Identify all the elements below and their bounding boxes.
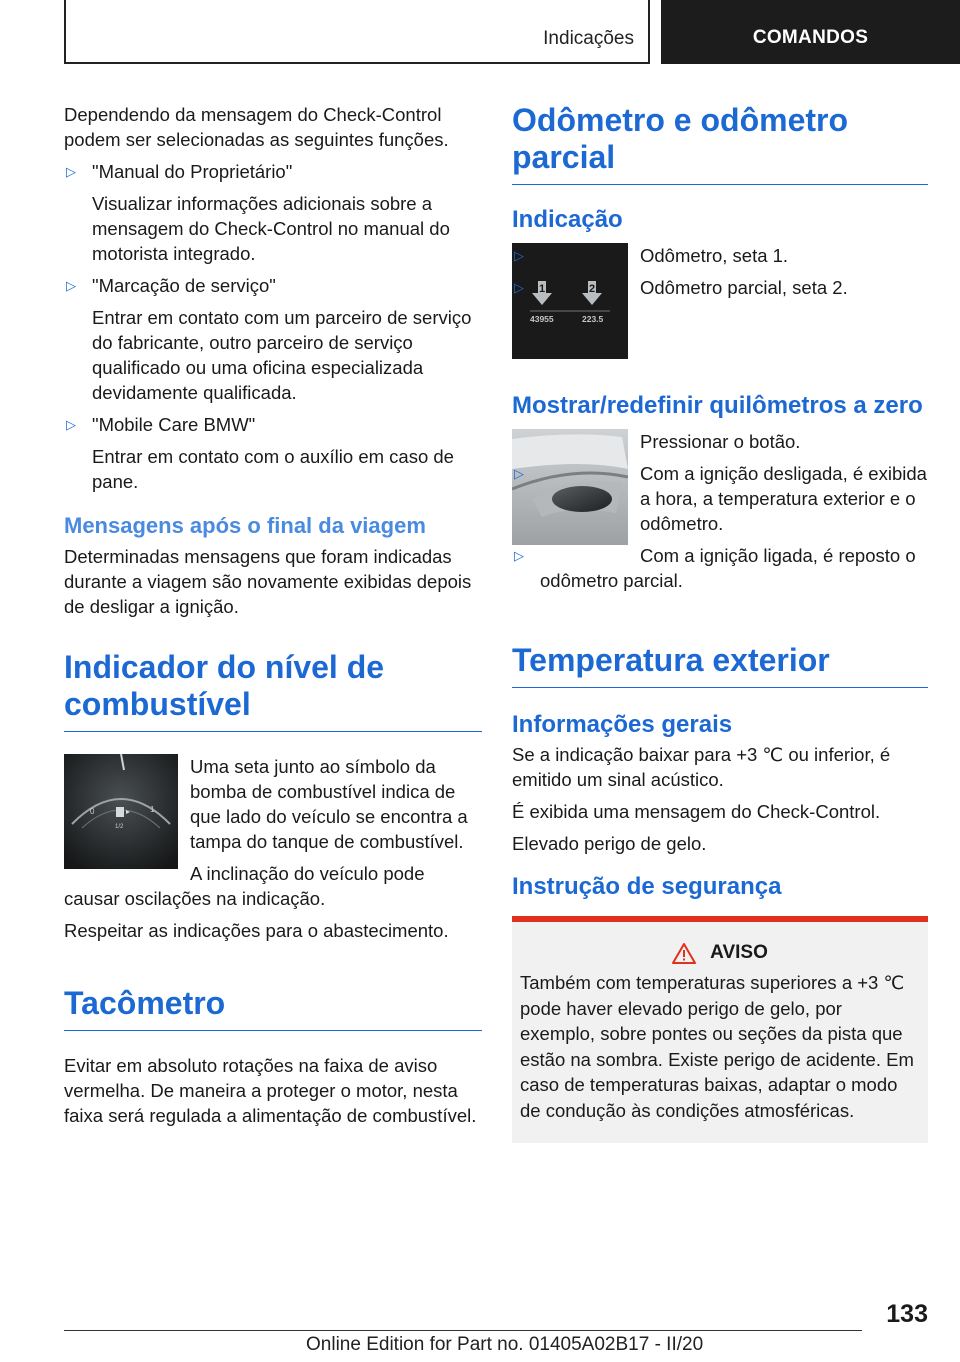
triangle-bullet-icon: ▷ [514, 248, 524, 263]
display-item-text: Odômetro parcial, seta 2. [640, 277, 848, 298]
triangle-bullet-icon: ▷ [66, 417, 76, 432]
list-item [512, 275, 928, 300]
odometer-arrow-1-label: 1 [539, 283, 546, 295]
list-item [512, 461, 928, 536]
general-text-3: Elevado perigo de gelo. [512, 833, 707, 854]
left-column [64, 102, 482, 1135]
right-column [512, 102, 928, 1143]
fuel-text-1: Uma seta junto ao símbolo da bomba de combustível indica de que lado do veículo se encontra a tampa do tanque de combustível. [190, 756, 468, 852]
option-text: Visualizar informações adicionais sobre a mensagem do Check-Control no manual do motorista integrado. [92, 193, 450, 264]
display-item-text: Odômetro, seta 1. [640, 245, 789, 266]
reset-intro: Pressionar o botão. [640, 431, 801, 452]
check-control-options [64, 159, 482, 494]
reset-block [512, 429, 928, 600]
odometer-arrow-2-label: 2 [589, 283, 596, 295]
list-item [64, 273, 482, 405]
list-item [512, 243, 928, 268]
option-label: "Mobile Care BMW" [92, 414, 256, 435]
outside-temperature-heading: Temperatura exterior [512, 642, 928, 688]
reset-heading: Mostrar/redefinir quilômetros a zero [512, 392, 923, 419]
fuel-gauge-image [64, 754, 178, 869]
list-item [512, 543, 928, 593]
triangle-bullet-icon: ▷ [514, 280, 524, 295]
list-item [64, 412, 482, 494]
option-text: Entrar em contato com um parceiro de serviço do fabricante, outro parceiro de serviço qualificado ou uma oficina especializada devidamente qualificada. [92, 307, 472, 403]
reset-list [512, 461, 928, 593]
warning-title: AVISO [710, 942, 768, 963]
general-text-2: É exibida uma mensagem do Check-Control. [512, 801, 881, 822]
odometer-block [512, 243, 928, 363]
warning-triangle-icon [672, 942, 696, 964]
option-label: "Manual do Proprietário" [92, 161, 293, 182]
warning-text: Também com temperaturas superiores a +3 ℃ pode haver elevado perigo de gelo, por exemplo, sobre pontes ou seções da pista que estão na sombra. Existe perigo de acidente. Em caso de temperaturas baixas, adaptar o modo de condução às condições atmosféricas. [520, 972, 914, 1121]
triangle-bullet-icon: ▷ [514, 548, 524, 563]
after-trip-text: Determinadas mensagens que foram indicadas durante a viagem são novamente exibidas depois de desligar a ignição. [64, 546, 472, 617]
list-item [64, 159, 482, 266]
footer-edition: Online Edition for Part no. 01405A02B17 - II/20 [306, 1334, 704, 1355]
check-control-intro: Dependendo da mensagem do Check-Control podem ser selecionadas as seguintes funções. [64, 104, 449, 150]
fuel-pump-icon [116, 807, 124, 817]
option-text: Entrar em contato com o auxílio em caso de pane. [92, 446, 454, 492]
tachometer-text: Evitar em absoluto rotações na faixa de aviso vermelha. De maneira a proteger o motor, nesta faixa será regulada a alimentação de combustível. [64, 1055, 477, 1126]
fuel-text-2: A inclinação do veículo pode causar oscilações na indicação. [64, 863, 425, 909]
trip-value: 223.5 [582, 314, 604, 324]
fuel-gauge-heading: Indicador do nível de combustível [64, 649, 482, 732]
reset-item-text: Com a ignição desligada, é exibida a hora, a temperatura exterior e o odômetro. [640, 463, 927, 534]
safety-heading: Instrução de segurança [512, 873, 782, 900]
fuel-text-3: Respeitar as indicações para o abastecimento. [64, 920, 449, 941]
header-chapter-tab: COMANDOS [661, 0, 960, 64]
general-info-heading: Informações gerais [512, 711, 733, 738]
fuel-mark-full: 1 [150, 805, 155, 814]
triangle-bullet-icon: ▷ [66, 164, 76, 179]
odometer-heading: Odômetro e odômetro parcial [512, 102, 928, 185]
tachometer-heading: Tacômetro [64, 985, 482, 1031]
general-text-1: Se a indicação baixar para +3 ℃ ou inferior, é emitido um sinal acústico. [512, 744, 891, 790]
header-section-box [64, 0, 650, 64]
odometer-value: 43955 [530, 314, 554, 324]
triangle-bullet-icon: ▷ [66, 278, 76, 293]
warning-box [512, 916, 928, 1143]
page-number: 133 [886, 1300, 928, 1328]
reset-item-text: Com a ignição ligada, é reposto o odômetro parcial. [540, 545, 916, 591]
after-trip-heading: Mensagens após o final da viagem [64, 513, 426, 538]
fuel-gauge-block [64, 754, 482, 918]
fuel-mark-empty: 0 [90, 807, 95, 816]
fuel-mark-half: 1/2 [115, 824, 124, 830]
display-heading: Indicação [512, 206, 623, 233]
warning-title-row [520, 942, 920, 964]
option-label: "Marcação de serviço" [92, 275, 276, 296]
footer-divider [64, 1330, 862, 1331]
triangle-bullet-icon: ▷ [514, 466, 524, 481]
header-section-title: Indicações [543, 28, 634, 49]
